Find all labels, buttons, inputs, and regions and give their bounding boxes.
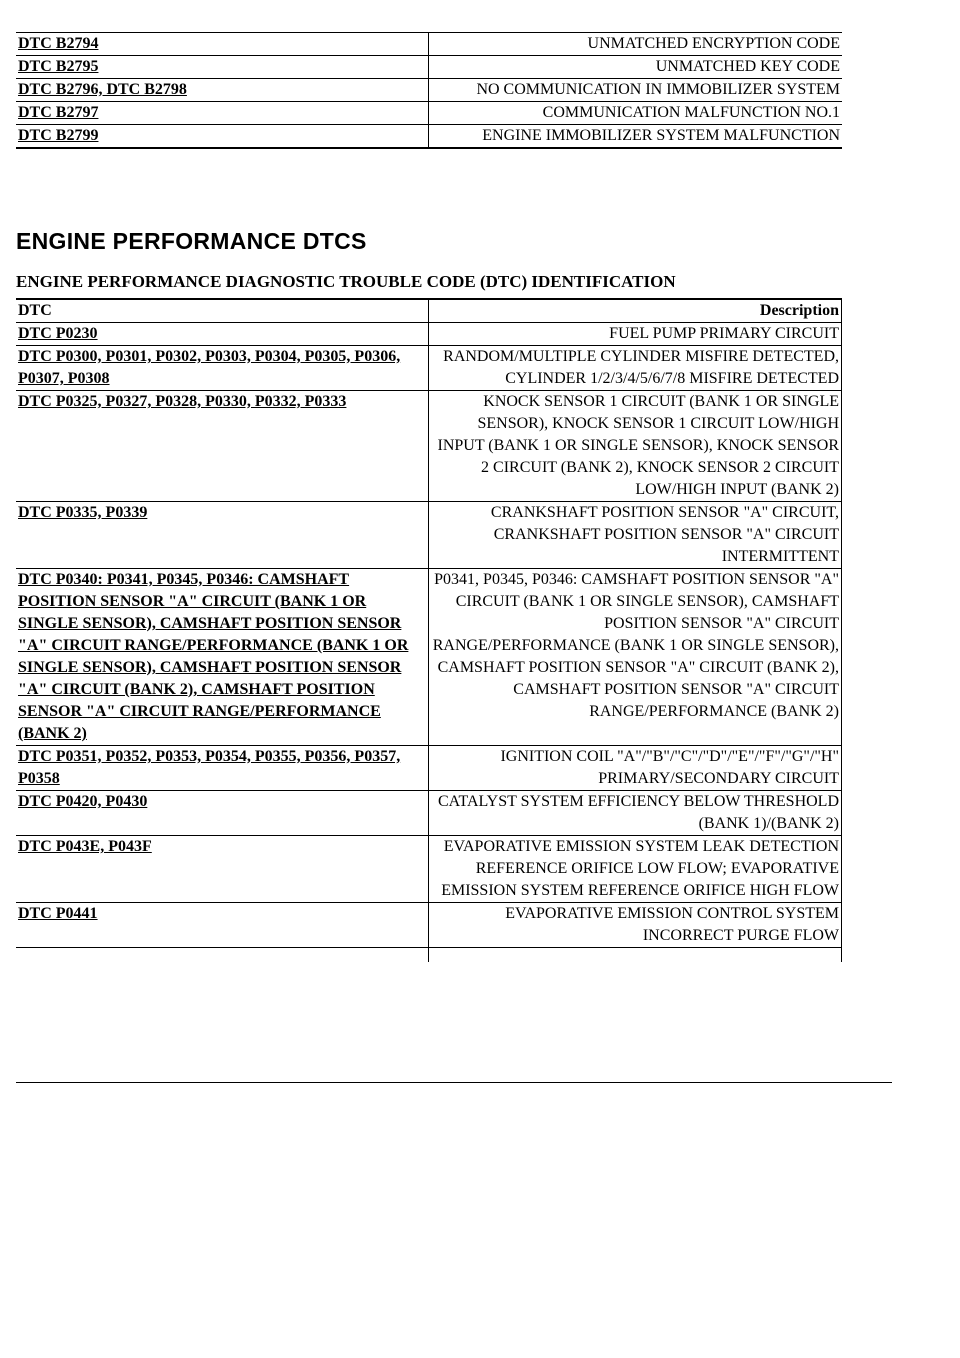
table-row — [16, 346, 842, 391]
dtc-description: IGNITION COIL "A"/"B"/"C"/"D"/"E"/"F"/"G"/"H" PRIMARY/SECONDARY CIRCUIT — [429, 746, 842, 791]
dtc-description: UNMATCHED KEY CODE — [655, 58, 840, 75]
table-row-empty — [16, 948, 842, 963]
dtc-link[interactable]: DTC P043E, P043F — [18, 838, 152, 855]
dtc-description: COMMUNICATION MALFUNCTION NO.1 — [542, 104, 840, 121]
dtc-description: KNOCK SENSOR 1 CIRCUIT (BANK 1 OR SINGLE SENSOR), KNOCK SENSOR 1 CIRCUIT LOW/HIGH INPUT (BANK 1 OR SINGLE SENSOR), KNOCK SENSOR 2 CIRCUIT (BANK 2), KNOCK SENSOR 2 CIRCUIT LOW/HIGH INPUT (BANK 2) — [429, 391, 842, 502]
dtc-description: EVAPORATIVE EMISSION CONTROL SYSTEM INCORRECT PURGE FLOW — [429, 903, 842, 948]
dtc-link[interactable]: DTC P0230 — [18, 325, 98, 342]
dtc-description: NO COMMUNICATION IN IMMOBILIZER SYSTEM — [476, 81, 840, 98]
table-row — [16, 323, 842, 346]
page-divider — [16, 1082, 892, 1083]
dtc-description: RANDOM/MULTIPLE CYLINDER MISFIRE DETECTED, CYLINDER 1/2/3/4/5/6/7/8 MISFIRE DETECTED — [429, 346, 842, 391]
dtc-link[interactable]: DTC P0325, P0327, P0328, P0330, P0332, P0333 — [18, 393, 347, 410]
dtc-link[interactable]: DTC P0351, P0352, P0353, P0354, P0355, P0356, P0357, P0358 — [18, 748, 401, 787]
dtc-description: CATALYST SYSTEM EFFICIENCY BELOW THRESHOLD (BANK 1)/(BANK 2) — [429, 791, 842, 836]
dtc-link[interactable]: DTC B2794 — [18, 35, 99, 52]
dtc-description: EVAPORATIVE EMISSION SYSTEM LEAK DETECTION REFERENCE ORIFICE LOW FLOW; EVAPORATIVE EMISSION SYSTEM REFERENCE ORIFICE HIGH FLOW — [429, 836, 842, 903]
dtc-description: UNMATCHED ENCRYPTION CODE — [587, 35, 840, 52]
dtc-link[interactable]: DTC P0300, P0301, P0302, P0303, P0304, P0305, P0306, P0307, P0308 — [18, 348, 401, 387]
immobilizer-dtc-table — [16, 32, 842, 149]
table-row — [16, 903, 842, 948]
table-caption: ENGINE PERFORMANCE DIAGNOSTIC TROUBLE CODE (DTC) IDENTIFICATION — [16, 272, 676, 291]
dtc-link[interactable]: DTC P0441 — [18, 905, 98, 922]
dtc-description: ENGINE IMMOBILIZER SYSTEM MALFUNCTION — [482, 127, 840, 144]
table-row — [16, 791, 842, 836]
table-row — [16, 502, 842, 569]
table-row — [16, 79, 842, 102]
column-header-dtc: DTC — [18, 302, 52, 319]
dtc-link[interactable]: DTC B2797 — [18, 104, 99, 121]
column-header-description: Description — [429, 299, 842, 323]
engine-performance-dtc-table — [16, 298, 842, 962]
dtc-description: CRANKSHAFT POSITION SENSOR "A" CIRCUIT, CRANKSHAFT POSITION SENSOR "A" CIRCUIT INTERMITTENT — [429, 502, 842, 569]
dtc-link[interactable]: DTC B2799 — [18, 127, 99, 144]
table-row — [16, 102, 842, 125]
table-row — [16, 836, 842, 903]
table-row — [16, 33, 842, 56]
table-row — [16, 125, 842, 149]
table-row — [16, 569, 842, 746]
dtc-link[interactable]: DTC B2796, DTC B2798 — [18, 81, 187, 98]
dtc-link[interactable]: DTC P0335, P0339 — [18, 504, 148, 521]
section-heading: ENGINE PERFORMANCE DTCS — [16, 228, 367, 254]
dtc-description: P0341, P0345, P0346: CAMSHAFT POSITION SENSOR "A" CIRCUIT (BANK 1 OR SINGLE SENSOR), CAMSHAFT POSITION SENSOR "A" CIRCUIT RANGE/PERFORMANCE (BANK 1 OR SINGLE SENSOR), CAMSHAFT POSITION SENSOR "A" CIRCUIT (BANK 2), CAMSHAFT POSITION SENSOR "A" CIRCUIT RANGE/PERFORMANCE (BANK 2) — [429, 569, 842, 746]
table-row — [16, 391, 842, 502]
table-row — [16, 56, 842, 79]
dtc-description: FUEL PUMP PRIMARY CIRCUIT — [429, 323, 842, 346]
dtc-link[interactable]: DTC B2795 — [18, 58, 99, 75]
table-header-row — [16, 299, 842, 323]
table-row — [16, 746, 842, 791]
dtc-link[interactable]: DTC P0420, P0430 — [18, 793, 148, 810]
dtc-link[interactable]: DTC P0340: P0341, P0345, P0346: CAMSHAFT POSITION SENSOR "A" CIRCUIT (BANK 1 OR SINGLE SENSOR), CAMSHAFT POSITION SENSOR "A" CIRCUIT RANGE/PERFORMANCE (BANK 1 OR SINGLE SENSOR), CAMSHAFT POSITION SENSOR "A" CIRCUIT (BANK 2), CAMSHAFT POSITION SENSOR "A" CIRCUIT RANGE/PERFORMANCE (BANK 2) — [18, 571, 409, 742]
